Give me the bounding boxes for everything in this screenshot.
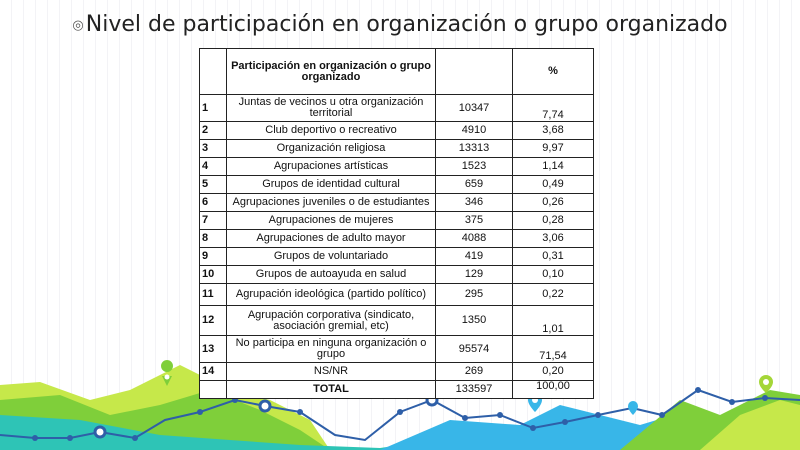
row-pct: 0,26: [513, 194, 594, 212]
row-num: 2: [200, 122, 227, 140]
total-count: 133597: [436, 381, 513, 399]
table-row: [200, 306, 594, 336]
row-pct: 0,28: [513, 212, 594, 230]
row-count: 13313: [436, 140, 513, 158]
table-row: [200, 266, 594, 284]
row-pct: 1,01: [513, 306, 594, 336]
row-pct: 0,22: [513, 284, 594, 306]
row-name: Grupos de voluntariado: [227, 248, 436, 266]
row-pct: 7,74: [513, 95, 594, 122]
table-row: [200, 176, 594, 194]
row-name: Agrupaciones artísticas: [227, 158, 436, 176]
line-point: [32, 435, 38, 441]
table-row: [200, 248, 594, 266]
row-pct: 0,49: [513, 176, 594, 194]
table-row: [200, 363, 594, 381]
total-pct: 100,00: [513, 381, 594, 399]
header-name: Participación en organización o grupo organizado: [227, 49, 436, 95]
row-num: 7: [200, 212, 227, 230]
line-point: [530, 425, 536, 431]
row-pct: 1,14: [513, 158, 594, 176]
line-point-ring: [95, 427, 105, 437]
row-name: Grupos de identidad cultural: [227, 176, 436, 194]
table-row: [200, 284, 594, 306]
row-name: Grupos de autoayuda en salud: [227, 266, 436, 284]
table-row: [200, 212, 594, 230]
row-count: 419: [436, 248, 513, 266]
row-num: 1: [200, 95, 227, 122]
line-point: [595, 412, 601, 418]
table-row: [200, 158, 594, 176]
row-count: 375: [436, 212, 513, 230]
header-count: [436, 49, 513, 95]
line-point: [297, 409, 303, 415]
header-num: [200, 49, 227, 95]
total-num: [200, 381, 227, 399]
row-name: Agrupaciones de adulto mayor: [227, 230, 436, 248]
row-count: 269: [436, 363, 513, 381]
participation-table: [199, 48, 594, 399]
table-total-row: [200, 381, 594, 399]
row-num: 8: [200, 230, 227, 248]
row-count: 1523: [436, 158, 513, 176]
row-num: 13: [200, 336, 227, 363]
row-name: Club deportivo o recreativo: [227, 122, 436, 140]
total-label: TOTAL: [227, 381, 436, 399]
row-num: 5: [200, 176, 227, 194]
page-title: [0, 12, 800, 37]
row-pct: 3,06: [513, 230, 594, 248]
row-count: 4088: [436, 230, 513, 248]
line-point: [497, 412, 503, 418]
line-point: [197, 409, 203, 415]
table-row: [200, 336, 594, 363]
line-point: [562, 419, 568, 425]
row-num: 3: [200, 140, 227, 158]
row-num: 10: [200, 266, 227, 284]
table-row: [200, 140, 594, 158]
row-count: 346: [436, 194, 513, 212]
row-pct: 71,54: [513, 336, 594, 363]
row-name: Agrupación corporativa (sindicato, asociación gremial, etc): [227, 306, 436, 336]
row-num: 4: [200, 158, 227, 176]
line-point: [729, 399, 735, 405]
row-pct: 0,31: [513, 248, 594, 266]
row-count: 10347: [436, 95, 513, 122]
row-name: No participa en ninguna organización o grupo: [227, 336, 436, 363]
header-pct: %: [513, 49, 594, 95]
row-pct: 9,97: [513, 140, 594, 158]
line-point: [462, 415, 468, 421]
row-name: NS/NR: [227, 363, 436, 381]
line-point: [67, 435, 73, 441]
row-count: 129: [436, 266, 513, 284]
row-count: 4910: [436, 122, 513, 140]
table-row: [200, 230, 594, 248]
row-num: 12: [200, 306, 227, 336]
page-title-text: Nivel de participación en organización o grupo organizado: [85, 12, 728, 37]
row-num: 14: [200, 363, 227, 381]
table-row: [200, 194, 594, 212]
row-count: 659: [436, 176, 513, 194]
title-bullet-icon: ◎: [72, 17, 84, 33]
row-name: Juntas de vecinos u otra organización territorial: [227, 95, 436, 122]
map-pin-icon: [628, 401, 638, 415]
table-header-row: [200, 49, 594, 95]
row-name: Organización religiosa: [227, 140, 436, 158]
row-num: 9: [200, 248, 227, 266]
row-num: 11: [200, 284, 227, 306]
line-point: [695, 387, 701, 393]
row-count: 95574: [436, 336, 513, 363]
row-name: Agrupaciones juveniles o de estudiantes: [227, 194, 436, 212]
row-pct: 0,20: [513, 363, 594, 381]
row-count: 1350: [436, 306, 513, 336]
line-point: [659, 412, 665, 418]
line-point-ring: [260, 401, 270, 411]
line-point: [762, 395, 768, 401]
row-pct: 3,68: [513, 122, 594, 140]
row-name: Agrupaciones de mujeres: [227, 212, 436, 230]
table-row: [200, 122, 594, 140]
table-row: [200, 95, 594, 122]
row-num: 6: [200, 194, 227, 212]
row-name: Agrupación ideológica (partido político): [227, 284, 436, 306]
line-point: [397, 409, 403, 415]
row-count: 295: [436, 284, 513, 306]
line-point: [132, 435, 138, 441]
row-pct: 0,10: [513, 266, 594, 284]
